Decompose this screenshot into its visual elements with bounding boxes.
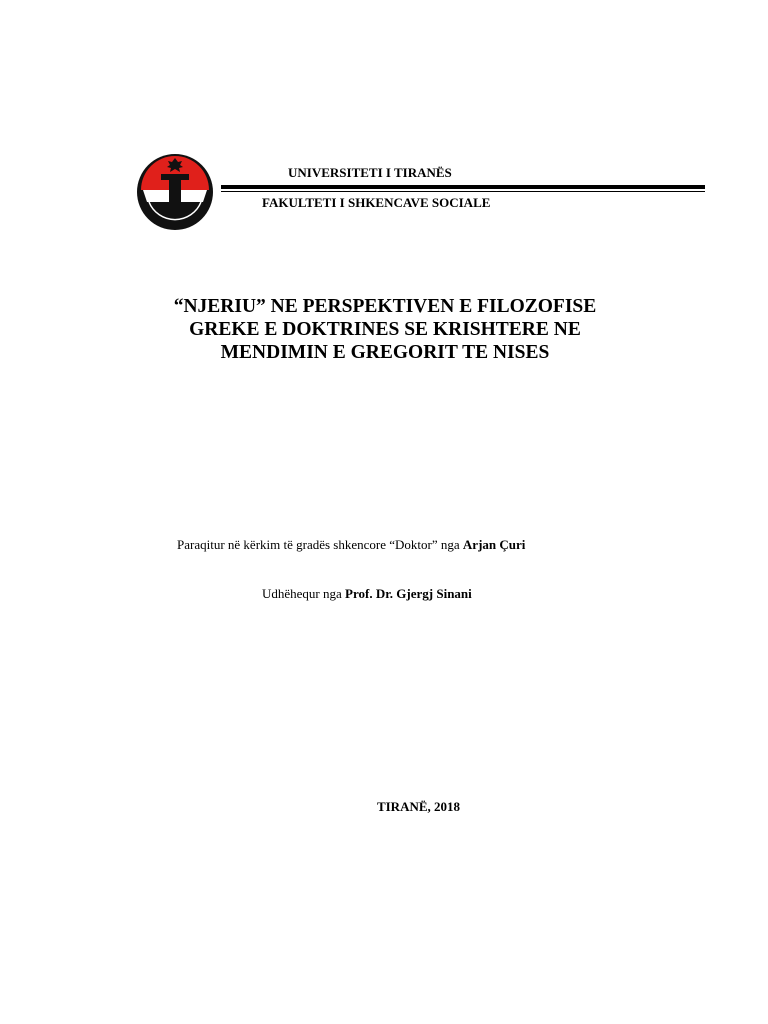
- header-divider-thick: [221, 185, 705, 189]
- thesis-title-line-3: MENDIMIN E GREGORIT TE NISES: [220, 342, 550, 363]
- place-and-year: TIRANË, 2018: [376, 799, 461, 814]
- presentation-line: [177, 537, 525, 553]
- university-logo: [133, 152, 217, 232]
- university-name: UNIVERSITETI I TIRANËS: [288, 165, 452, 180]
- thesis-title-line-2: GREKE E DOKTRINES SE KRISHTERE NE: [189, 319, 581, 340]
- author-name: Arjan Çuri: [462, 537, 526, 552]
- supervision-prefix: Udhëhequr nga: [262, 586, 346, 601]
- supervisor-name: Prof. Dr. Gjergj Sinani: [345, 586, 472, 601]
- thesis-title-line-1: “NJERIU” NE PERSPEKTIVEN E FILOZOFISE: [173, 296, 597, 317]
- presentation-prefix: Paraqitur në kërkim të gradës shkencore “Doktor” nga: [177, 537, 463, 552]
- header-divider-thin: [221, 191, 705, 192]
- thesis-title: [160, 295, 610, 364]
- supervision-line: [262, 586, 472, 602]
- faculty-name: FAKULTETI I SHKENCAVE SOCIALE: [262, 195, 491, 210]
